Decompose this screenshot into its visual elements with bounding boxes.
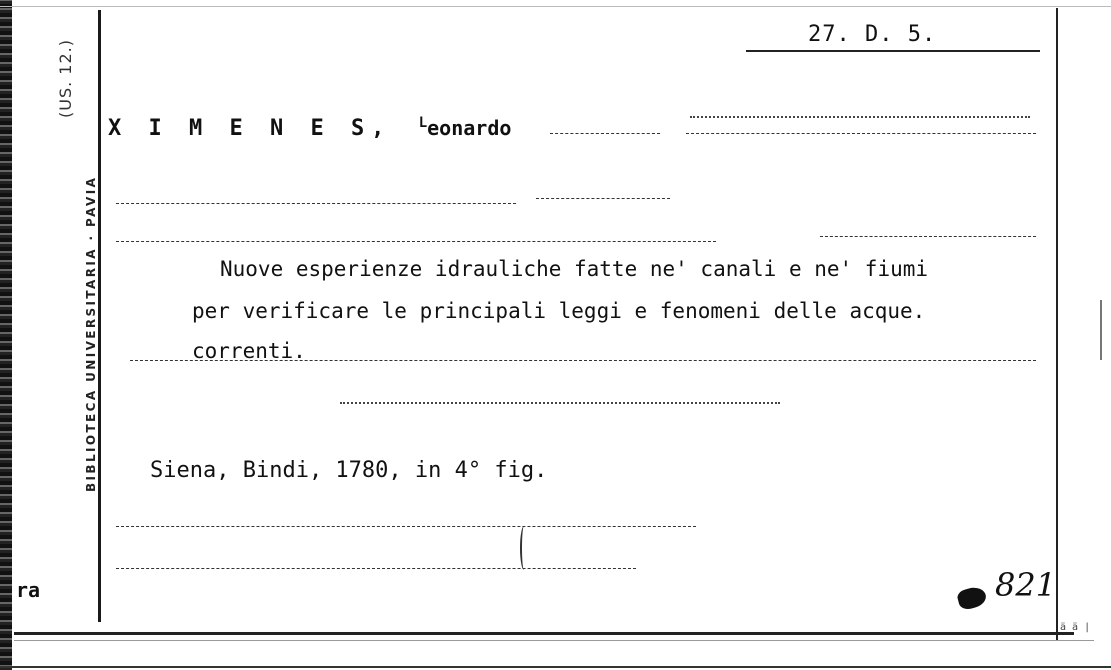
- title-line: Nuove esperienze idrauliche fatte ne' canali e ne' fiumi: [220, 257, 929, 281]
- ruled-line: [116, 203, 516, 204]
- ruled-line: [690, 116, 1030, 118]
- scan-edge: [0, 0, 12, 670]
- ruled-line: [536, 198, 670, 199]
- ruled-line: [340, 402, 780, 404]
- next-card-edge: [0, 666, 1111, 668]
- author-surname: X I M E N E S,: [108, 116, 392, 141]
- ruled-line: [686, 133, 1036, 134]
- ruled-line: [116, 241, 716, 242]
- right-margin-rule: [1056, 8, 1058, 640]
- left-margin-rule: [98, 10, 101, 622]
- ruled-line: [116, 526, 696, 527]
- edge-marks: ä ä |: [1060, 622, 1091, 633]
- author-heading: [108, 116, 511, 141]
- title-line: per verificare le principali leggi e fenomeni delle acque.: [192, 299, 926, 323]
- library-stamp: BIBLIOTECA UNIVERSITARIA · PAVIA: [84, 175, 98, 492]
- imprint-line: Siena, Bindi, 1780, in 4° fig.: [150, 458, 548, 483]
- author-given-initial: L: [418, 115, 428, 131]
- page-edge-mark: [1100, 300, 1102, 360]
- stamp-number: (US. 12.): [56, 39, 75, 118]
- ruled-line: [820, 236, 1036, 237]
- ink-blot-icon: [956, 585, 988, 612]
- bottom-rule-faint: [14, 640, 1094, 641]
- shelfmark-underline: [746, 50, 1040, 52]
- adjacent-card-fragment: ra: [16, 578, 41, 602]
- card-top-edge: [0, 6, 1111, 7]
- shelfmark: 27. D. 5.: [808, 22, 937, 47]
- ruled-line: [550, 133, 660, 134]
- ruled-line: [116, 568, 636, 569]
- author-given-name: eonardo: [427, 116, 512, 140]
- title-line: correnti.: [192, 339, 306, 363]
- handwritten-number: 821: [995, 566, 1057, 604]
- pencil-mark: [520, 526, 528, 570]
- bottom-rule: [14, 632, 1074, 635]
